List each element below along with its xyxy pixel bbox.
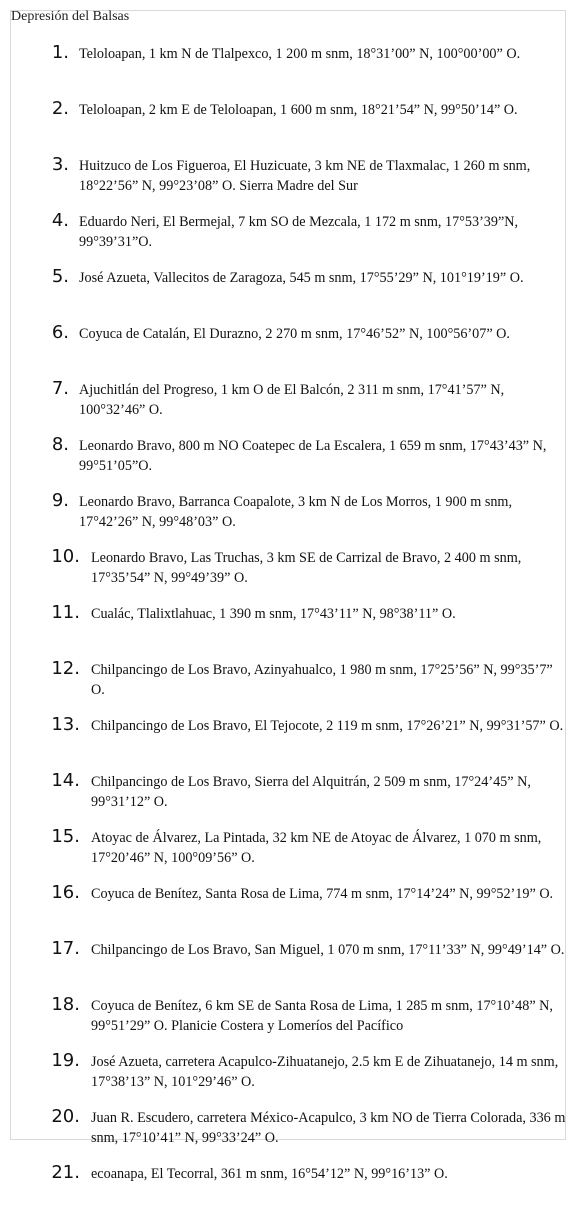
list-item [0,881,577,937]
list-item [0,657,577,713]
item-text: Teloloapan, 1 km N de Tlalpexco, 1 200 m snm, 18°31’00” N, 100°00’00” O. [79,46,521,62]
list-item [0,1049,577,1105]
item-number: 3. [51,154,69,175]
item-number: 6. [51,322,69,343]
item-text: Cualác, Tlalixtlahuac, 1 390 m snm, 17°43’11” N, 98°38’11” O. [91,606,456,622]
item-text: Coyuca de Benítez, 6 km SE de Santa Rosa de Lima, 1 285 m snm, 17°10’48” N, 99°51’29” O. Planicie Costera y Lomeríos del Pacífico [91,998,553,1034]
item-number: 17. [51,938,80,959]
item-text: Chilpancingo de Los Bravo, San Miguel, 1 070 m snm, 17°11’33” N, 99°49’14” O. [91,942,565,958]
item-number: 21. [51,1162,80,1183]
item-text: Chilpancingo de Los Bravo, Azinyahualco, 1 980 m snm, 17°25’56” N, 99°35’7” O. [91,662,553,698]
item-number: 11. [51,602,80,623]
item-text: Chilpancingo de Los Bravo, Sierra del Alquitrán, 2 509 m snm, 17°24’45” N, 99°31’12” O. [91,774,531,810]
list-item [0,153,577,209]
list-item [0,825,577,881]
locality-list [0,41,577,1217]
item-text: ecoanapa, El Tecorral, 361 m snm, 16°54’12” N, 99°16’13” O. [91,1166,448,1182]
list-item [0,993,577,1049]
item-text: Atoyac de Álvarez, La Pintada, 32 km NE de Atoyac de Álvarez, 1 070 m snm, 17°20’46” N, 100°09’56” O. [91,830,542,866]
list-item [0,433,577,489]
item-text: Coyuca de Catalán, El Durazno, 2 270 m snm, 17°46’52” N, 100°56’07” O. [79,326,510,342]
list-item [0,209,577,265]
item-text: Leonardo Bravo, 800 m NO Coatepec de La Escalera, 1 659 m snm, 17°43’43” N, 99°51’05”O. [79,438,547,474]
item-number: 15. [51,826,80,847]
item-number: 13. [51,714,80,735]
item-number: 20. [51,1106,80,1127]
list-item [0,769,577,825]
item-number: 12. [51,658,80,679]
item-text: José Azueta, Vallecitos de Zaragoza, 545 m snm, 17°55’29” N, 101°19’19” O. [79,270,524,286]
section-heading: Depresión del Balsas [11,9,130,24]
item-text: Eduardo Neri, El Bermejal, 7 km SO de Mezcala, 1 172 m snm, 17°53’39”N, 99°39’31”O. [79,214,519,250]
item-text: Coyuca de Benítez, Santa Rosa de Lima, 774 m snm, 17°14’24” N, 99°52’19” O. [91,886,554,902]
list-item [0,601,577,657]
item-text: Leonardo Bravo, Las Truchas, 3 km SE de Carrizal de Bravo, 2 400 m snm, 17°35’54” N, 99°49’39” O. [91,550,522,586]
list-item [0,489,577,545]
item-text: Teloloapan, 2 km E de Teloloapan, 1 600 m snm, 18°21’54” N, 99°50’14” O. [79,102,518,118]
item-number: 7. [51,378,69,399]
item-text: Ajuchitlán del Progreso, 1 km O de El Balcón, 2 311 m snm, 17°41’57” N, 100°32’46” O. [79,382,505,418]
list-item [0,713,577,769]
list-item [0,1105,577,1161]
item-number: 18. [51,994,80,1015]
list-item [0,321,577,377]
item-number: 5. [51,266,69,287]
item-number: 9. [51,490,69,511]
list-item [0,265,577,321]
item-number: 2. [51,98,69,119]
item-number: 1. [51,42,69,63]
item-number: 8. [51,434,69,455]
list-item [0,97,577,153]
item-text: Juan R. Escudero, carretera México-Acapulco, 3 km NO de Tierra Colorada, 336 m snm, 17°10’41” N, 99°33’24” O. [91,1110,566,1146]
list-item [0,377,577,433]
item-number: 19. [51,1050,80,1071]
list-item [0,41,577,97]
list-item [0,545,577,601]
item-text: José Azueta, carretera Acapulco-Zihuatanejo, 2.5 km E de Zihuatanejo, 14 m snm, 17°38’13” N, 101°29’46” O. [91,1054,559,1090]
item-number: 16. [51,882,80,903]
item-number: 14. [51,770,80,791]
list-item [0,1161,577,1217]
item-number: 10. [51,546,80,567]
item-text: Chilpancingo de Los Bravo, El Tejocote, 2 119 m snm, 17°26’21” N, 99°31’57” O. [91,718,564,734]
list-item [0,937,577,993]
item-text: Leonardo Bravo, Barranca Coapalote, 3 km N de Los Morros, 1 900 m snm, 17°42’26” N, 99°48’03” O. [79,494,513,530]
item-text: Huitzuco de Los Figueroa, El Huzicuate, 3 km NE de Tlaxmalac, 1 260 m snm, 18°22’56” N, 99°23’08” O. Sierra Madre del Sur [79,158,531,194]
item-number: 4. [51,210,69,231]
